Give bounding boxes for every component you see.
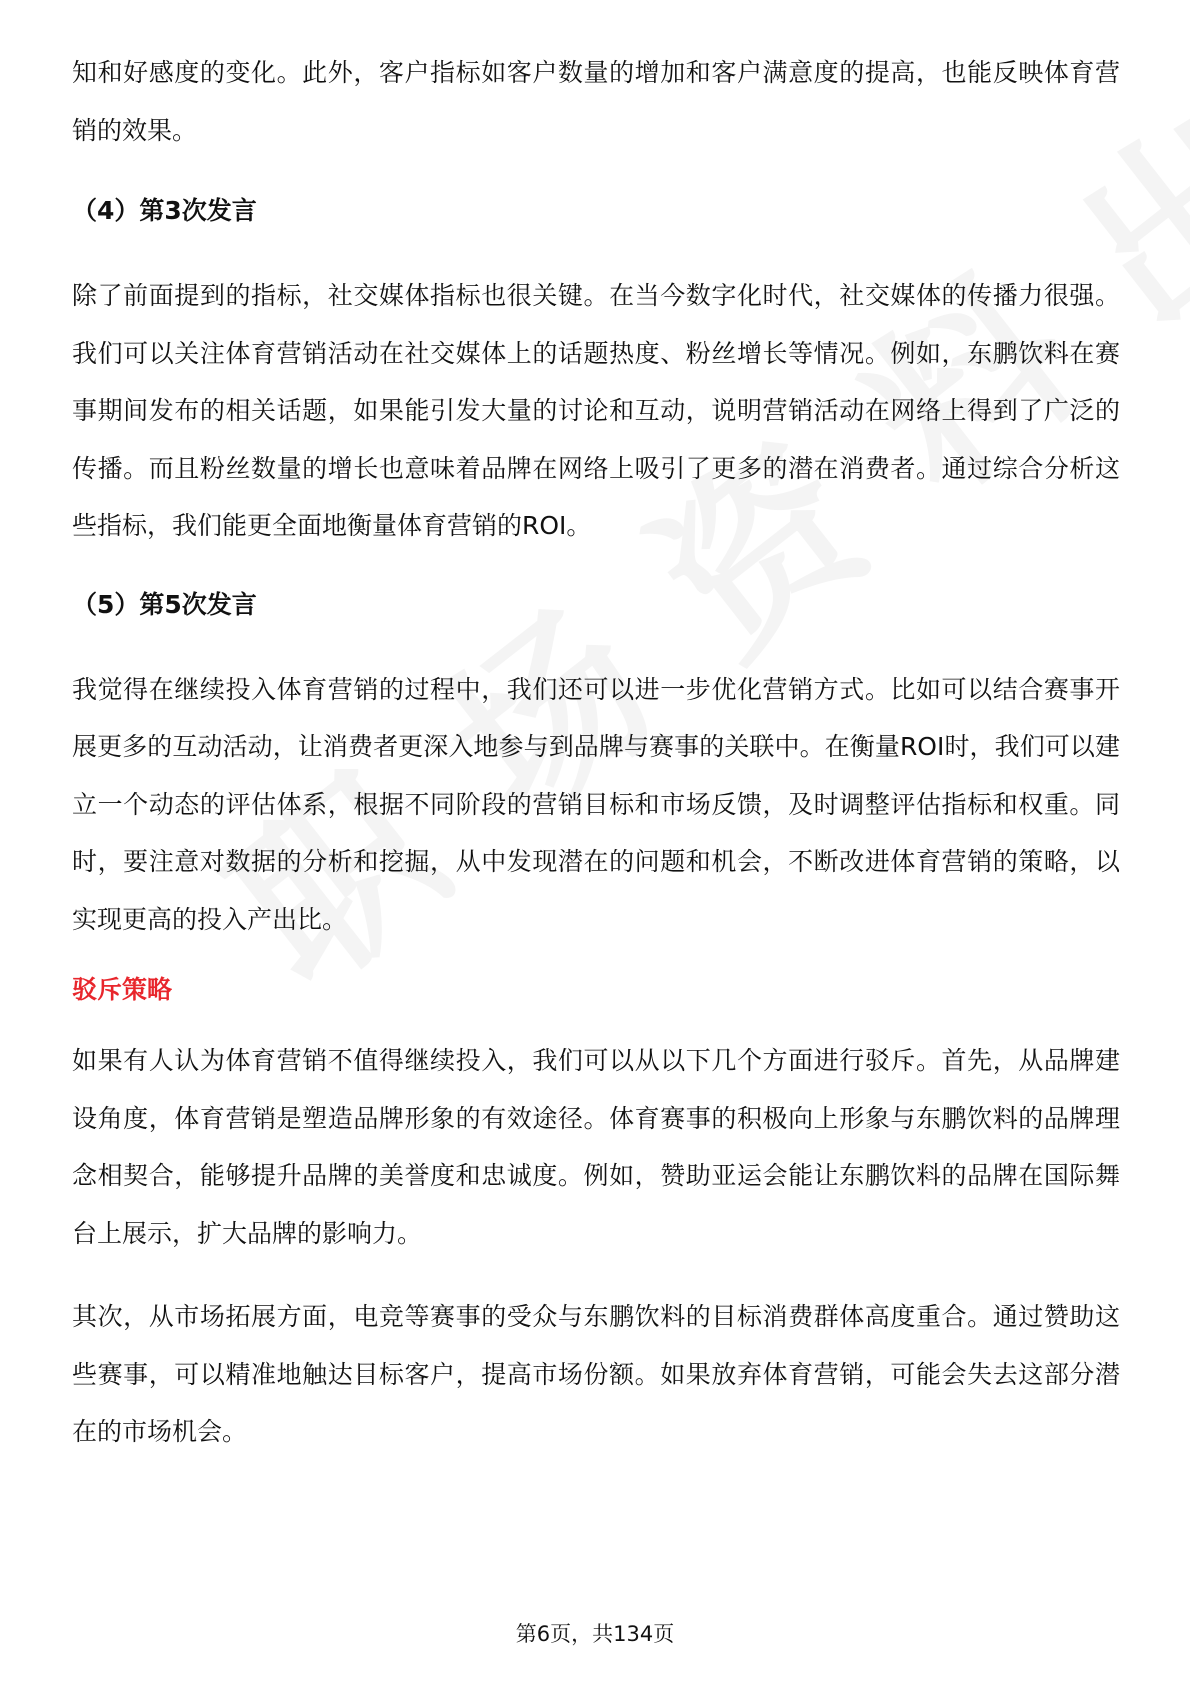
paragraph-rebuttal-2: 其次，从市场拓展方面，电竞等赛事的受众与东鹏饮料的目标消费群体高度重合。通过赞助这些赛事，可以精准地触达目标客户，提高市场份额。如果放弃体育营销，可能会失去这部分潜在的市场机会。	[72, 1302, 1120, 1446]
paragraph-intro-continued: 知和好感度的变化。此外，客户指标如客户数量的增加和客户满意度的提高，也能反映体育营销的效果。	[72, 58, 1120, 145]
rebuttal-heading: 驳斥策略	[72, 975, 173, 1004]
paragraph-section5: 我觉得在继续投入体育营销的过程中，我们还可以进一步优化营销方式。比如可以结合赛事开展更多的互动活动，让消费者更深入地参与到品牌与赛事的关联中。在衡量ROI时，我们可以建立一个动态的评估体系，根据不同阶段的营销目标和市场反馈，及时调整评估指标和权重。同时，要注意对数据的分析和挖掘，从中发现潜在的问题和机会，不断改进体育营销的策略，以实现更高的投入产出比。	[72, 674, 1120, 934]
page-number-footer: 第6页，共134页	[515, 1622, 675, 1646]
paragraph-rebuttal-1: 如果有人认为体育营销不值得继续投入，我们可以从以下几个方面进行驳斥。首先，从品牌建设角度，体育营销是塑造品牌形象的有效途径。体育赛事的积极向上形象与东鹏饮料的品牌理念相契合，能够提升品牌的美誉度和忠诚度。例如，赞助亚运会能让东鹏饮料的品牌在国际舞台上展示，扩大品牌的影响力。	[72, 1046, 1120, 1248]
section-heading-4: （4）第3次发言	[72, 196, 257, 225]
paragraph-section4: 除了前面提到的指标，社交媒体指标也很关键。在当今数字化时代，社交媒体的传播力很强。我们可以关注体育营销活动在社交媒体上的话题热度、粉丝增长等情况。例如，东鹏饮料在赛事期间发布的相关话题，如果能引发大量的讨论和互动，说明营销活动在网络上得到了广泛的传播。而且粉丝数量的增长也意味着品牌在网络上吸引了更多的潜在消费者。通过综合分析这些指标，我们能更全面地衡量体育营销的ROI。	[72, 281, 1120, 540]
section-heading-5: （5）第5次发言	[72, 589, 257, 619]
page-content	[72, 44, 1120, 1461]
